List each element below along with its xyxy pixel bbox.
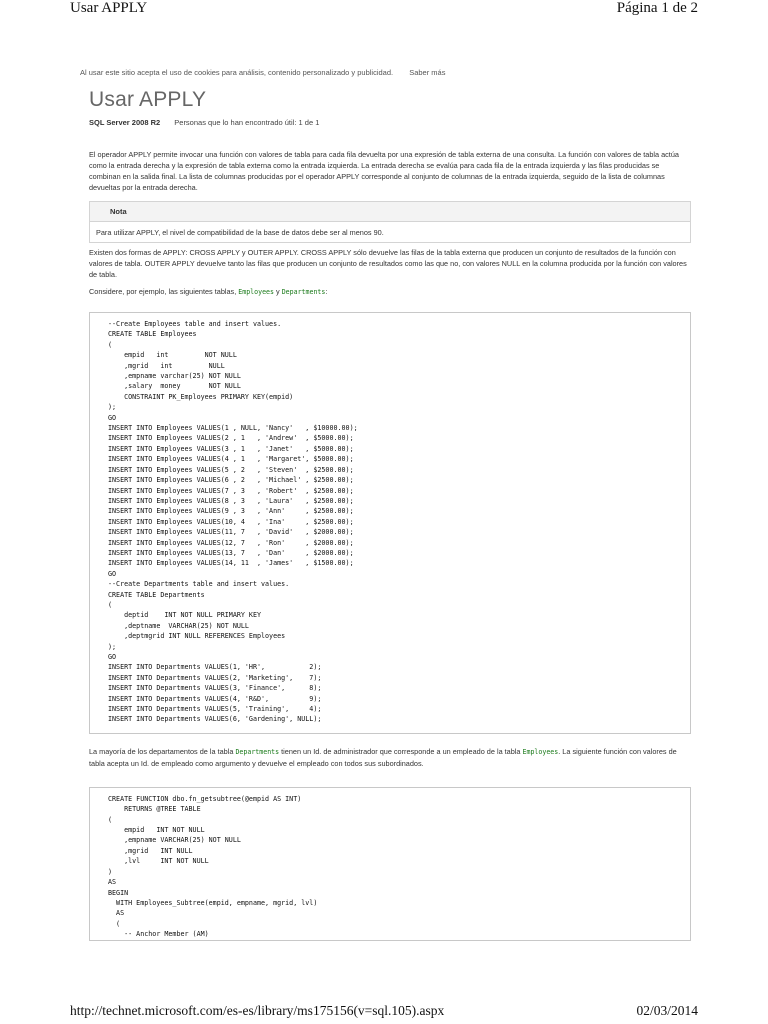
code-block-tables — [89, 312, 691, 734]
code-block-function — [89, 787, 691, 941]
print-date: 02/03/2014 — [636, 1003, 698, 1018]
note-box — [89, 201, 691, 243]
note-text: Para utilizar APPLY, el nivel de compatibilidad de la base de datos debe ser al menos 90. — [96, 228, 384, 237]
inline-code-employees-2: Employees — [522, 747, 559, 756]
product-label: SQL Server 2008 R2 — [89, 118, 161, 127]
cookie-learn-more-link[interactable]: Saber más — [409, 68, 446, 77]
article-content — [89, 88, 691, 953]
majority-text: La mayoría de los departamentos de la tabla — [89, 746, 236, 756]
inline-code-departments-2: Departments — [235, 747, 280, 756]
print-header — [0, 0, 768, 22]
note-heading: Nota — [90, 202, 690, 222]
helpful-count: Personas que lo han encontrado útil: 1 de 1 — [174, 118, 320, 127]
apply-forms-paragraph: Existen dos formas de APPLY: CROSS APPLY y OUTER APPLY. CROSS APPLY sólo devuelve las filas de la tabla externa que producen un conjunto de resultados de la función con valores de tabla. OUTER APPLY devuelve tanto las filas que producen un conjunto de resultados como las que no, con valores NULL en la columna producida por la función con valores de tabla. — [89, 248, 687, 279]
print-footer — [0, 1003, 768, 1023]
consider-text: Considere, por ejemplo, las siguientes tablas, — [89, 287, 239, 296]
consider-paragraph — [89, 286, 691, 298]
print-page-number: Página 1 de 2 — [616, 0, 698, 16]
page-title: Usar APPLY — [89, 88, 207, 111]
majority-paragraph — [89, 746, 691, 769]
cookie-banner — [80, 68, 445, 77]
majority-text-end: . La siguiente función con valores de tabla acepta un Id. de empleado como argumento y devuelve el empleado con todos sus subordinados. — [89, 746, 677, 768]
inline-code-employees: Employees — [238, 288, 274, 296]
cookie-banner-text: Al usar este sitio acepta el uso de cookies para análisis, contenido personalizado y publicidad. — [80, 68, 394, 77]
print-url: http://technet.microsoft.com/es-es/library/ms175156(v=sql.105).aspx — [70, 1003, 445, 1018]
majority-text-mid: tienen un Id. de administrador que corresponde a un empleado de la tabla — [279, 746, 523, 756]
consider-text-end: : — [325, 287, 328, 296]
code-function[interactable]: CREATE FUNCTION dbo.fn_getsubtree(@empid AS INT) RETURNS @TREE TABLE ( empid INT NOT NULL ,empname VARCHAR(25) NOT NULL ,mgrid INT NULL ,lvl INT NOT NULL ) AS BEGIN WITH Employees_Subtree(empid, empname, mgrid, lvl) AS ( -- Anchor Member (AM) — [108, 794, 318, 939]
print-header-title: Usar APPLY — [70, 0, 148, 16]
intro-paragraph: El operador APPLY permite invocar una función con valores de tabla para cada fila devuelta por una expresión de tabla externa de una consulta. La función con valores de tabla actúa como la entrada derecha y la expresión de tabla externa como la entrada izquierda. La entrada derecha se evalúa para cada fila de la entrada izquierda y las filas producidas se combinan en la salida final. La lista de columnas producidas por el operador APPLY corresponde al conjunto de columnas de la entrada izquierda, seguido de la lista de columnas devueltas por la entrada derecha. — [89, 150, 679, 192]
inline-code-departments: Departments — [281, 288, 326, 296]
code-tables[interactable]: --Create Employees table and insert values. CREATE TABLE Employees ( empid int NOT NULL ,mgrid int NULL ,empname varchar(25) NOT NULL ,salary money NOT NULL CONSTRAINT PK_Employees PRIMARY KEY(empid) ); GO INSERT INTO Employees VALUES(1 , NULL, 'Nancy' , $10000.00); INSERT INTO Employees VALUES(2 , 1 , 'Andrew' , $5000.00); INSERT INTO Employees VALUES(3 , 1 , 'Janet' , $5000.00); INSERT INTO Employees VALUES(4 , 1 , 'Margaret', $5000.00); INSERT INTO Employees VALUES(5 , 2 , 'Steven' , $2500.00); INSERT INTO Employees VALUES(6 , 2 , 'Michael' , $2500.00); INSERT INTO Employees VALUES(7 , 3 , 'Robert' , $2500.00); INSERT INTO Employees VALUES(8 , 3 , 'Laura' , $2500.00); INSERT INTO Employees VALUES(9 , 3 , 'Ann' , $2500.00); INSERT INTO Employees VALUES(10, 4 , 'Ina' , $2500.00); INSERT INTO Employees VALUES(11, 7 , 'David' , $2000.00); INSERT INTO Employees VALUES(12, 7 , 'Ron' , $2000.00); INSERT INTO Employees VALUES(13, 7 , 'Dan' , $2000.00); INSERT INTO Employees VALUES(14, 11 , 'James' , $1500.00); GO --Create Departments table and insert values. CREATE TABLE Departments ( deptid INT NOT NULL PRIMARY KEY ,deptname VARCHAR(25) NOT NULL ,deptmgrid INT NULL REFERENCES Employees ); GO INSERT INTO Departments VALUES(1, 'HR', 2); INSERT INTO Departments VALUES(2, 'Marketing', 7); INSERT INTO Departments VALUES(3, 'Finance', 8); INSERT INTO Departments VALUES(4, 'R&D', 9); INSERT INTO Departments VALUES(5, 'Training', 4); INSERT INTO Departments VALUES(6, 'Gardening', NULL); — [108, 320, 358, 724]
consider-text-mid: y — [274, 287, 282, 296]
article-meta — [89, 118, 691, 127]
